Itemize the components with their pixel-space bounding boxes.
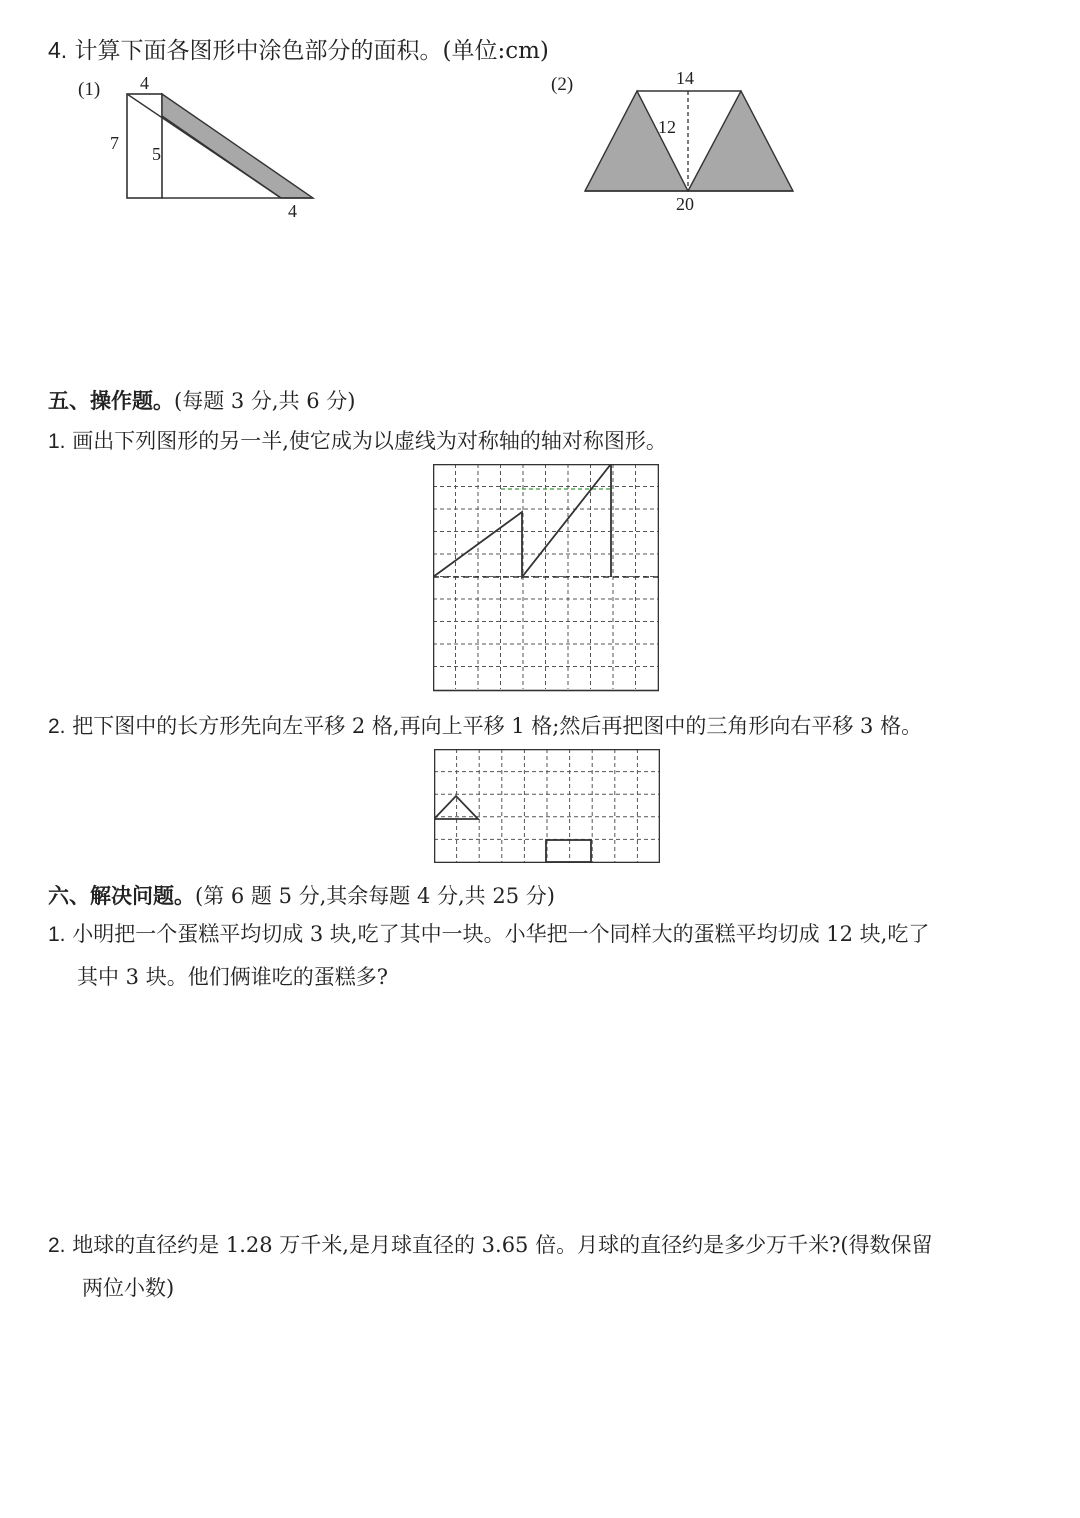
question-text-line-1: 小明把一个蛋糕平均切成 3 块,吃了其中一块。小华把一个同样大的蛋糕平均切成 12 块,吃了	[72, 922, 930, 946]
section-5-question-1	[48, 425, 667, 455]
section-title: 五、操作题。	[48, 388, 174, 413]
question-number: 1.	[48, 430, 66, 453]
shaded-parallelogram	[162, 94, 313, 198]
figure-1	[70, 70, 330, 230]
section-title: 六、解决问题。	[48, 883, 195, 908]
section-6-header	[48, 880, 555, 910]
shaded-triangle-right	[688, 91, 793, 191]
rectangle	[546, 840, 591, 862]
label-height: 12	[658, 117, 676, 137]
question-4	[48, 32, 549, 65]
figure-label: (1)	[78, 79, 101, 100]
section-6-question-2-line-2: 两位小数)	[82, 1276, 175, 1300]
question-number: 1.	[48, 923, 66, 946]
translation-grid	[434, 749, 660, 863]
question-number: 4.	[48, 37, 68, 63]
question-text-line-1: 地球的直径约是 1.28 万千米,是月球直径的 3.65 倍。月球的直径约是多少万千米?(得数保留	[72, 1233, 933, 1257]
question-text: 计算下面各图形中涂色部分的面积。(单位:cm)	[74, 38, 549, 64]
section-5-question-2	[48, 710, 922, 740]
section-note: (每题 3 分,共 6 分)	[174, 389, 356, 413]
question-text: 把下图中的长方形先向左平移 2 格,再向上平移 1 格;然后再把图中的三角形向右平移 3 格。	[72, 714, 923, 738]
label-bottom: 20	[676, 194, 694, 214]
figure-2	[545, 60, 805, 220]
label-top: 14	[676, 68, 694, 88]
symmetry-grid	[433, 464, 659, 692]
label-left: 7	[110, 133, 119, 153]
question-number: 2.	[48, 1234, 66, 1257]
diagonal-line	[127, 94, 281, 198]
section-5-header	[48, 385, 355, 415]
section-6-question-1-line-2: 其中 3 块。他们俩谁吃的蛋糕多?	[77, 965, 388, 989]
section-6-question-1	[48, 918, 929, 948]
section-6-question-2	[48, 1229, 933, 1259]
shaded-triangle-left	[585, 91, 688, 191]
label-top: 4	[140, 73, 149, 93]
triangle	[434, 796, 478, 819]
label-inner: 5	[152, 144, 161, 164]
label-bottom: 4	[288, 201, 297, 221]
question-number: 2.	[48, 715, 66, 738]
section-note: (第 6 题 5 分,其余每题 4 分,共 25 分)	[195, 884, 555, 908]
half-figure	[433, 464, 611, 577]
question-text: 画出下列图形的另一半,使它成为以虚线为对称轴的轴对称图形。	[72, 429, 667, 453]
figure-label: (2)	[551, 74, 574, 95]
